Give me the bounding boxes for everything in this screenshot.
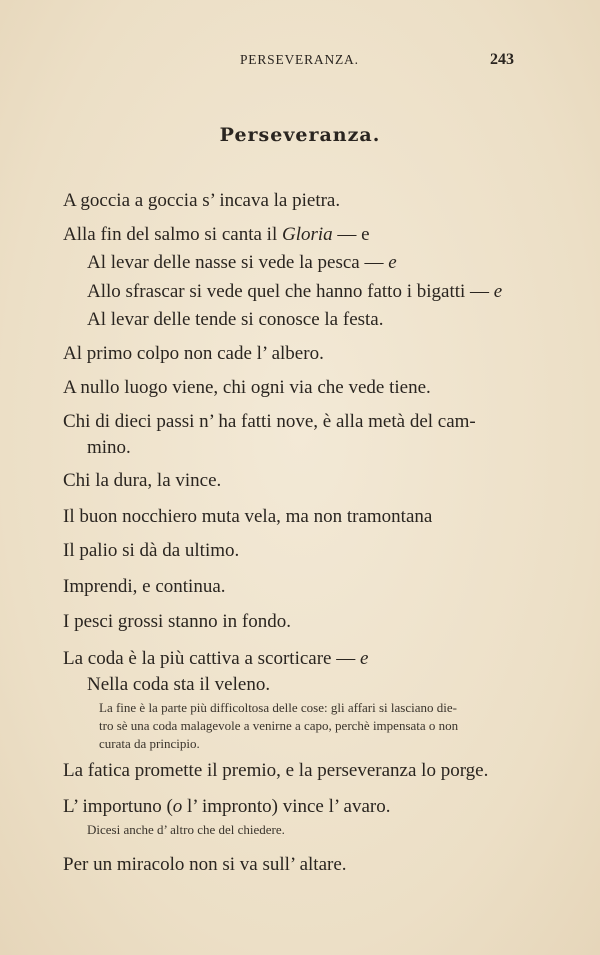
page-number: 243 [490, 51, 514, 68]
proverb-line: Alla fin del salmo si canta il Gloria — e [63, 224, 370, 245]
running-head-title: PERSEVERANZA. [240, 52, 359, 67]
proverb-line: La fatica promette il premio, e la perseveranza lo porge. [63, 760, 489, 781]
proverb-line: mino. [87, 437, 131, 458]
proverb-line: Al levar delle tende si conosce la festa. [87, 309, 384, 330]
proverb-line: Chi di dieci passi n’ ha fatti nove, è alla metà del cam- [63, 411, 476, 432]
section-title: Perseveranza. [219, 124, 381, 146]
explanatory-note: La fine è la parte più difficoltosa delle cose: gli affari si lasciano die- [99, 700, 457, 715]
explanatory-note: Dicesi anche d’ altro che del chiedere. [87, 822, 285, 837]
proverb-line: La coda è la più cattiva a scorticare — e [63, 648, 369, 669]
proverb-line: Il buon nocchiero muta vela, ma non tramontana [63, 506, 433, 527]
proverb-line: Il palio si dà da ultimo. [63, 540, 240, 561]
proverb-line: I pesci grossi stanno in fondo. [63, 611, 291, 632]
proverb-line: A goccia a goccia s’ incava la pietra. [63, 190, 341, 211]
explanatory-note: curata da principio. [99, 736, 200, 751]
proverb-line: Nella coda sta il veleno. [87, 674, 271, 695]
proverb-line: Al primo colpo non cade l’ albero. [63, 343, 324, 364]
proverb-line: L’ importuno (o l’ impronto) vince l’ avaro. [63, 796, 391, 817]
proverb-line: Al levar delle nasse si vede la pesca — e [87, 252, 397, 273]
proverb-line: A nullo luogo viene, chi ogni via che vede tiene. [63, 377, 431, 398]
running-head [0, 52, 600, 76]
proverb-line: Per un miracolo non si va sull’ altare. [63, 854, 347, 875]
proverb-line: Chi la dura, la vince. [63, 470, 222, 491]
proverb-line: Imprendi, e continua. [63, 576, 226, 597]
proverb-line: Allo sfrascar si vede quel che hanno fatto i bigatti — e [87, 281, 503, 302]
explanatory-note: tro sè una coda malagevole a venirne a capo, perchè impensata o non [99, 718, 459, 733]
